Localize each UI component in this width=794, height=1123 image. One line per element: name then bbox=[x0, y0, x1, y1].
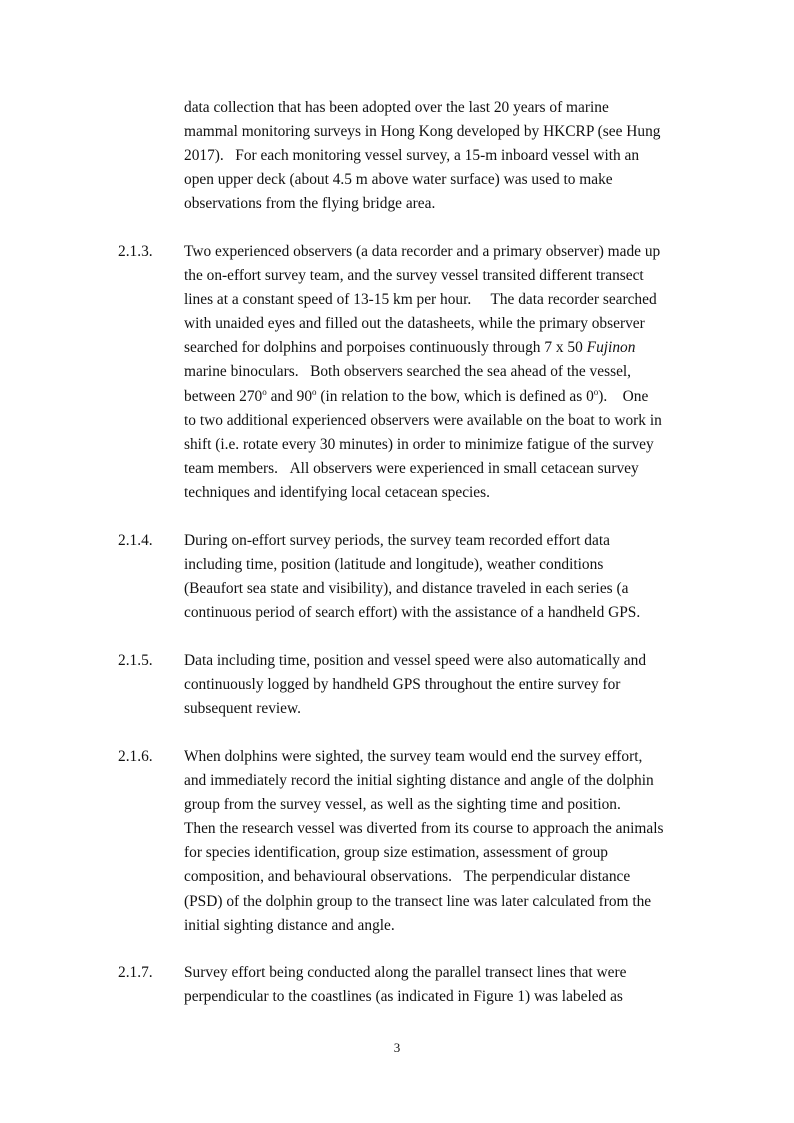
text-line: data collection that has been adopted over the last 20 years of marine bbox=[184, 99, 609, 116]
text-line: and immediately record the initial sighting distance and angle of the dolphin bbox=[184, 772, 654, 790]
text-line bbox=[184, 336, 690, 360]
text-line: lines at a constant speed of 13-15 km per hour. The data recorder searched bbox=[184, 291, 657, 309]
text-line: with unaided eyes and filled out the datasheets, while the primary observer bbox=[184, 315, 645, 333]
text-line: mammal monitoring surveys in Hong Kong developed by HKCRP (see Hung bbox=[184, 123, 661, 141]
text-line: continuously logged by handheld GPS throughout the entire survey for bbox=[184, 676, 621, 694]
text-line: group from the survey vessel, as well as the sighting time and position. bbox=[184, 796, 621, 814]
text-line: During on-effort survey periods, the survey team recorded effort data bbox=[184, 532, 610, 549]
italic-term: Fujinon bbox=[586, 339, 636, 357]
paragraph-2-1-3 bbox=[184, 240, 690, 505]
text-line: Two experienced observers (a data recorder and a primary observer) made up bbox=[184, 243, 661, 260]
section-number: 2.1.3. bbox=[118, 243, 153, 260]
text-line: (PSD) of the dolphin group to the transect line was later calculated from the bbox=[184, 892, 652, 910]
text-line: shift (i.e. rotate every 30 minutes) in order to minimize fatigue of the survey bbox=[184, 435, 654, 453]
section-number: 2.1.5. bbox=[118, 652, 153, 669]
text-line: the on-effort survey team, and the survey vessel transited different transect bbox=[184, 267, 644, 285]
text-line: Survey effort being conducted along the parallel transect lines that were bbox=[184, 964, 627, 981]
paragraph-2-1-6 bbox=[184, 745, 690, 938]
text-line: observations from the flying bridge area. bbox=[184, 195, 436, 213]
text-line: initial sighting distance and angle. bbox=[184, 916, 395, 934]
text-line: subsequent review. bbox=[184, 700, 301, 718]
text-line: composition, and behavioural observations. The perpendicular distance bbox=[184, 868, 631, 886]
text-line-part: between 270 bbox=[184, 387, 263, 405]
text-line: perpendicular to the coastlines (as indicated in Figure 1) was labeled as bbox=[184, 988, 623, 1006]
text-line: Data including time, position and vessel speed were also automatically and bbox=[184, 652, 647, 669]
text-line: including time, position (latitude and longitude), weather conditions bbox=[184, 556, 604, 574]
text-line bbox=[184, 385, 690, 409]
section-number: 2.1.6. bbox=[118, 748, 153, 765]
paragraph-2-1-4 bbox=[184, 529, 690, 625]
section-number: 2.1.7. bbox=[118, 964, 153, 981]
degree-superscript: o bbox=[262, 386, 267, 397]
text-line-part: ). One bbox=[598, 387, 649, 405]
text-line: to two additional experienced observers were available on the boat to work in bbox=[184, 411, 662, 429]
paragraph-continuation bbox=[184, 96, 690, 216]
text-line: continuous period of search effort) with the assistance of a handheld GPS. bbox=[184, 604, 641, 622]
text-line: marine binoculars. Both observers searched the sea ahead of the vessel, bbox=[184, 363, 632, 381]
text-line: (Beaufort sea state and visibility), and distance traveled in each series (a bbox=[184, 580, 629, 598]
text-line: team members. All observers were experienced in small cetacean survey bbox=[184, 459, 639, 477]
text-line-part: (in relation to the bow, which is defined as 0 bbox=[316, 387, 594, 405]
text-line: 2017). For each monitoring vessel survey, a 15-m inboard vessel with an bbox=[184, 147, 640, 165]
text-line-part: searched for dolphins and porpoises continuously through 7 x 50 bbox=[184, 339, 583, 357]
degree-superscript: o bbox=[312, 386, 317, 397]
section-number: 2.1.4. bbox=[118, 532, 153, 549]
page-number: 3 bbox=[393, 1040, 401, 1055]
text-line: techniques and identifying local cetacean species. bbox=[184, 483, 490, 501]
paragraph-2-1-5 bbox=[184, 649, 690, 721]
text-line-part: and 90 bbox=[266, 387, 313, 405]
text-line: for species identification, group size estimation, assessment of group bbox=[184, 844, 608, 862]
paragraph-2-1-7 bbox=[184, 961, 690, 1009]
degree-superscript: o bbox=[593, 386, 599, 397]
text-line: open upper deck (about 4.5 m above water surface) was used to make bbox=[184, 171, 613, 189]
text-line: Then the research vessel was diverted from its course to approach the animals bbox=[184, 820, 664, 838]
text-line: When dolphins were sighted, the survey team would end the survey effort, bbox=[184, 748, 643, 765]
